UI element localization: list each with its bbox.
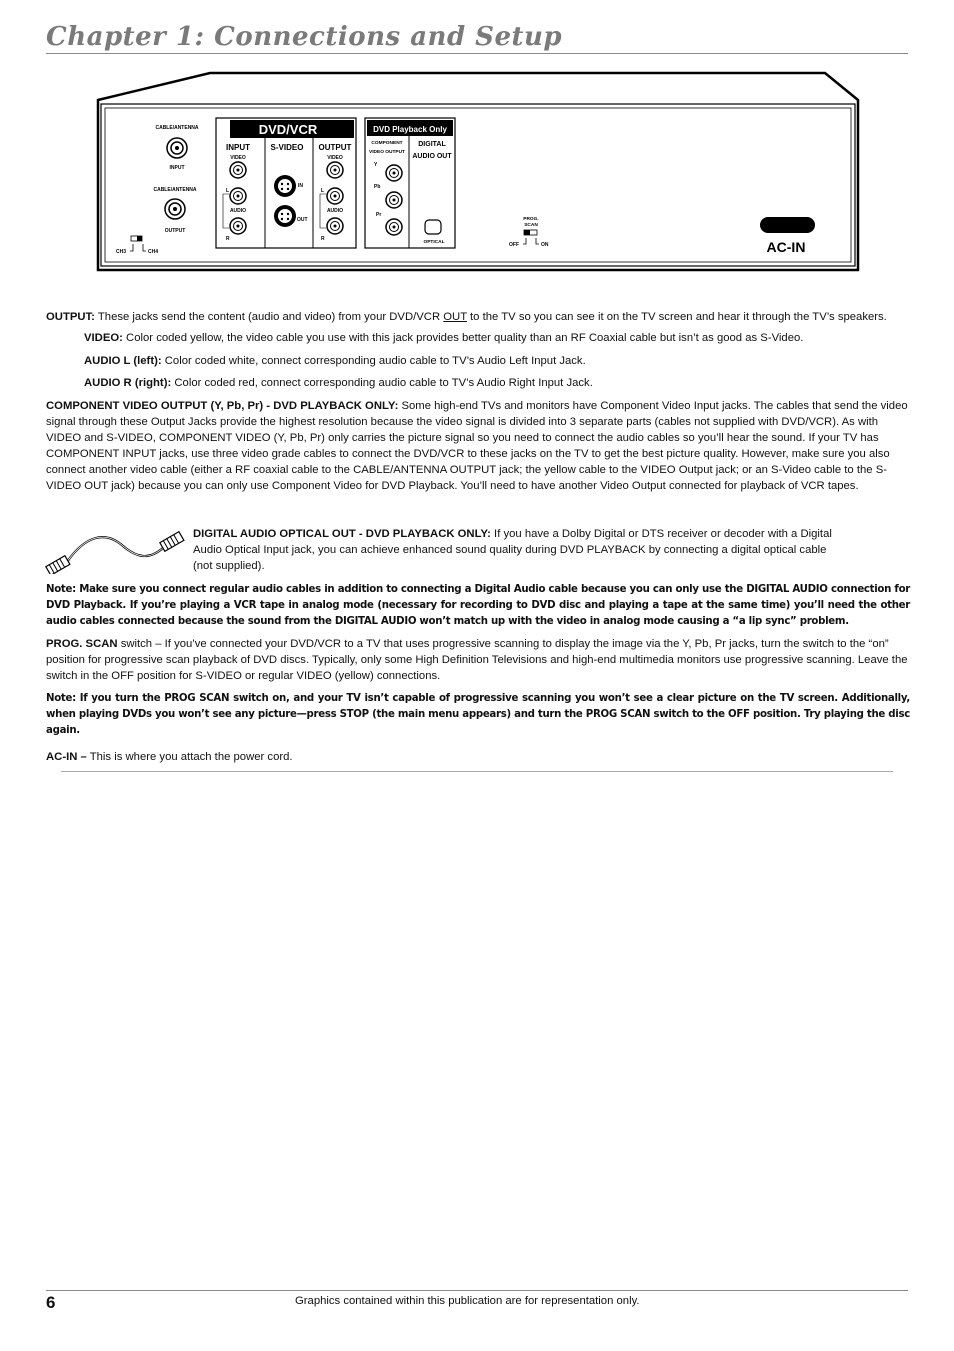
output-term: OUTPUT: <box>46 311 95 323</box>
digital-line1: DIGITAL <box>418 141 446 148</box>
input-audio-l-jack <box>230 188 246 204</box>
input-l-label: L <box>226 188 230 194</box>
digital-text: If you have a Dolby Digital or DTS receiver or decoder with a Digital Audio Optical Input jack, you can achieve enhanced sound quality during DVD PLAYBACK by connecting a digital optical cable (not supplied). <box>193 528 832 572</box>
svideo-out-jack <box>274 205 296 227</box>
section-rule <box>61 771 893 772</box>
video-term: VIDEO: <box>84 332 123 344</box>
output-video-jack <box>327 162 343 178</box>
prog-text: switch – If you’ve connected your DVD/VCR to a TV that uses progressive scanning to display the image via the Y, Pb, Pr jacks, turn the switch to the “on” position for progressive scan playback of DVD discs. Typically, only some High Definition Televisions and high-end multimedia monitors use progressive scanning. Leave the switch in the OFF position for S-VIDEO or regular VIDEO (yellow) connections. <box>46 638 908 682</box>
input-label: INPUT <box>169 165 185 171</box>
input-audio-label: AUDIO <box>229 208 247 214</box>
dvd-vcr-back-panel-diagram <box>95 70 865 275</box>
ac-in-term: AC-IN – <box>46 751 87 763</box>
ch3-label: CH3 <box>116 249 127 255</box>
component-text: Some high-end TVs and monitors have Component Video Input jacks. The cables that send the video signal through these Output Jacks provide the highest resolution because the video signal is divided into 3 separate parts (cables not supplied with DVD/VCR). As with VIDEO and S-VIDEO, COMPONENT VIDEO (Y, Pb, Pr) only carries the picture signal so you need to connect the audio cables so you’ll hear the sound. If your TV has COMPONENT INPUT jacks, use three video grade cables to connect the DVD/VCR to these jacks on the TV to get the best picture quality. However, make sure you also connect another video cable (either a RF coaxial cable to the CABLE/ANTENNA OUTPUT jack; the yellow cable to the VIDEO Output jack; or an S-Video cable to the S-VIDEO OUT jack) because you can only use Component Video for DVD Playback. You’ll need to have another Video Output connected for playback of VCR tapes. <box>46 400 908 492</box>
output-audio-label: AUDIO <box>326 208 344 214</box>
col-svideo-label: S-VIDEO <box>270 143 304 152</box>
output-paragraph <box>46 309 910 325</box>
output-underlined: OUT <box>443 311 467 323</box>
cable-antenna-input-label: CABLE/ANTENNA <box>155 125 199 131</box>
component-line2: VIDEO OUTPUT <box>369 150 405 155</box>
page-number: 6 <box>46 1293 56 1312</box>
rf-input-jack <box>167 138 187 158</box>
cable-antenna-output-label: CABLE/ANTENNA <box>153 187 197 193</box>
y-label: Y <box>374 162 378 168</box>
component-pb-jack <box>386 192 402 208</box>
digital-audio-paragraph <box>193 526 833 574</box>
output-r-label: R <box>321 236 325 242</box>
video-paragraph <box>84 330 910 346</box>
ch4-label: CH4 <box>148 249 159 255</box>
video-text: Color coded yellow, the video cable you use with this jack provides better quality than an RF Coaxial cable but isn’t as good as S-Video. <box>122 332 804 344</box>
audio-l-term: AUDIO L (left): <box>84 355 162 367</box>
component-pr-jack <box>386 219 402 235</box>
note-2: Note: If you turn the PROG SCAN switch on, and your TV isn’t capable of progressive scanning you won’t see a clear picture on the TV screen. Additionally, when playing DVDs you won’t see any picture—press STOP (the main menu appears) and turn the PROG SCAN switch to the OFF position. Try playing the disc again. <box>46 693 910 736</box>
prog-line1: PROG. <box>523 217 539 222</box>
component-term: COMPONENT VIDEO OUTPUT (Y, Pb, Pr) - DVD PLAYBACK ONLY: <box>46 400 399 412</box>
output-text-a: These jacks send the content (audio and video) from your DVD/VCR <box>94 311 444 323</box>
prog-term: PROG. SCAN <box>46 638 118 650</box>
input-audio-r-jack <box>230 218 246 234</box>
note-1: Note: Make sure you connect regular audio cables in addition to connecting a Digital Audio cable because you can only use the DIGITAL AUDIO connection for DVD Playback. If you’re playing a VCR tape in analog mode (necessary for recording to DVD disc and playing a tape at the same time) you’ll need the other audio cables connected because the sound from the DIGITAL AUDIO won’t match up with the video in analog mode causing a “a lip sync” problem. <box>46 584 910 627</box>
output-label: OUTPUT <box>164 228 186 234</box>
pr-label: Pr <box>376 212 382 218</box>
footer-rule <box>46 1290 908 1291</box>
output-video-label: VIDEO <box>327 155 343 161</box>
dvdvcr-title: DVD/VCR <box>258 122 318 137</box>
prog-line2: SCAN <box>524 223 538 228</box>
svideo-in-jack <box>274 175 296 197</box>
chapter-title: Chapter 1: Connections and Setup <box>46 22 563 52</box>
output-text-b: to the TV so you can see it on the TV screen and hear it through the TV’s speakers. <box>466 311 887 323</box>
col-output-label: OUTPUT <box>318 143 352 152</box>
component-y-jack <box>386 165 402 181</box>
audio-r-paragraph <box>84 375 910 391</box>
digital-line2: AUDIO OUT <box>412 153 452 160</box>
ac-in-socket <box>760 217 815 233</box>
output-audio-l-jack <box>327 188 343 204</box>
col-input-label: INPUT <box>226 143 250 152</box>
optical-jack <box>425 220 441 234</box>
component-paragraph <box>46 398 910 494</box>
optical-label: OPTICAL <box>423 240 445 245</box>
audio-r-text: Color coded red, connect corresponding audio cable to TV’s Audio Right Input Jack. <box>171 377 593 389</box>
dvd-only-title: DVD Playback Only <box>373 125 447 134</box>
ac-in-text: This is where you attach the power cord. <box>86 751 293 763</box>
audio-l-text: Color coded white, connect corresponding audio cable to TV’s Audio Left Input Jack. <box>161 355 586 367</box>
output-audio-r-jack <box>327 218 343 234</box>
output-l-label: L <box>321 188 325 194</box>
on-label: ON <box>541 242 549 248</box>
optical-cable-icon <box>45 526 185 574</box>
svideo-out-label: OUT <box>297 217 308 223</box>
input-r-label: R <box>226 236 230 242</box>
header-rule <box>46 53 908 54</box>
digital-term: DIGITAL AUDIO OPTICAL OUT - DVD PLAYBACK ONLY: <box>193 528 491 540</box>
audio-l-paragraph <box>84 353 910 369</box>
input-video-label: VIDEO <box>230 155 246 161</box>
prog-scan-paragraph <box>46 636 910 684</box>
svideo-in-label: IN <box>298 183 303 189</box>
input-video-jack <box>230 162 246 178</box>
pb-label: Pb <box>374 184 381 190</box>
rf-output-jack <box>165 199 185 219</box>
audio-r-term: AUDIO R (right): <box>84 377 172 389</box>
component-line1: COMPONENT <box>371 141 403 146</box>
ac-in-label: AC-IN <box>766 239 806 255</box>
footer-note: Graphics contained within this publication are for representation only. <box>295 1295 640 1307</box>
ac-in-paragraph <box>46 749 910 765</box>
off-label: OFF <box>509 242 519 248</box>
